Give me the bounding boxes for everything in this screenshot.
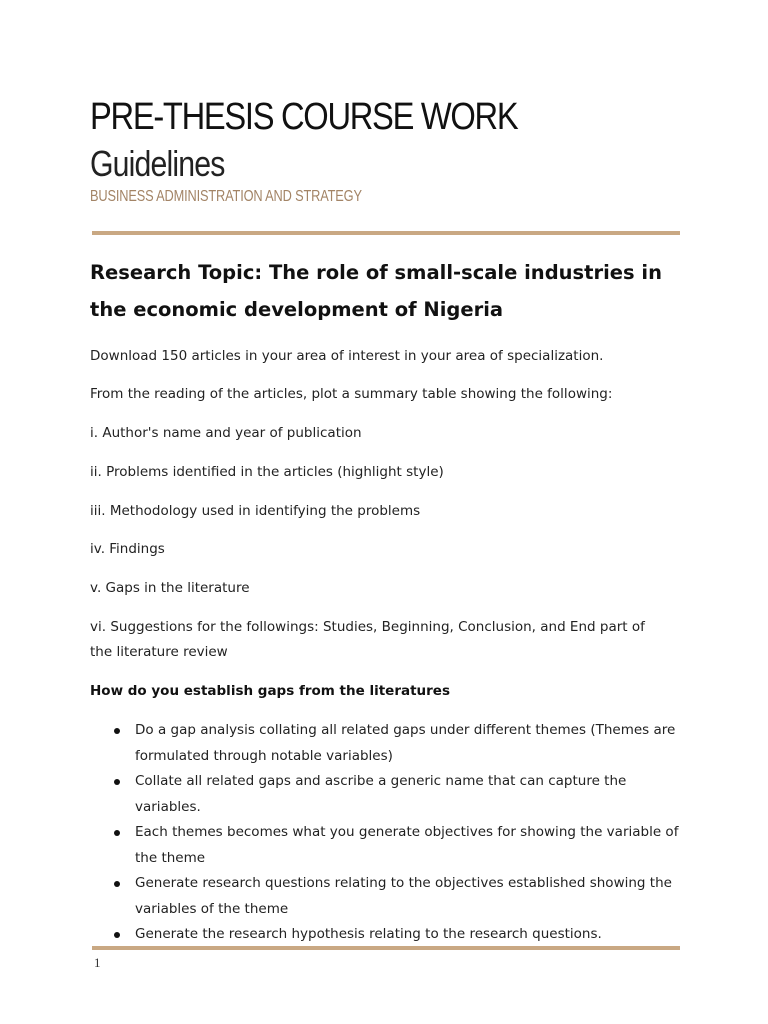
list-item [90, 718, 690, 769]
bullet-icon [114, 932, 120, 938]
instruction-paragraph: Download 150 articles in your area of interest in your area of specialization. [90, 348, 604, 364]
gaps-bullet-list [90, 718, 690, 948]
summary-item: ii. Problems identified in the articles (highlight style) [90, 464, 444, 480]
bullet-icon [114, 881, 120, 887]
bullet-icon [114, 728, 120, 734]
list-item-text: Generate the research hypothesis relating to the research questions. [135, 926, 602, 942]
list-item [90, 871, 690, 922]
list-item-text: Generate research questions relating to the objectives established showing the variables of the theme [135, 875, 672, 917]
list-item-text: Collate all related gaps and ascribe a generic name that can capture the variables. [135, 773, 627, 815]
summary-item: iii. Methodology used in identifying the problems [90, 503, 421, 519]
bullet-icon [114, 779, 120, 785]
document-subtitle: Guidelines [90, 143, 225, 184]
summary-item: iv. Findings [90, 541, 165, 557]
summary-item: vi. Suggestions for the followings: Studies, Beginning, Conclusion, and End part of the literature review [90, 619, 645, 660]
bullet-icon [114, 830, 120, 836]
document-title: PRE-THESIS COURSE WORK [90, 96, 518, 138]
list-item [90, 820, 690, 871]
footer-divider [92, 946, 680, 950]
list-item [90, 769, 690, 820]
list-item-text: Each themes becomes what you generate objectives for showing the variable of the theme [135, 824, 679, 866]
list-item-text: Do a gap analysis collating all related gaps under different themes (Themes are formulated through notable variables) [135, 722, 676, 764]
page-number: 1 [94, 955, 101, 970]
list-item [90, 922, 690, 948]
summary-item: v. Gaps in the literature [90, 580, 250, 596]
department-label: BUSINESS ADMINISTRATION AND STRATEGY [90, 188, 362, 205]
summary-item: i. Author's name and year of publication [90, 425, 362, 441]
research-topic-heading: Research Topic: The role of small-scale industries in the economic development of Nigeria [90, 261, 662, 321]
instruction-paragraph: From the reading of the articles, plot a summary table showing the following: [90, 386, 613, 402]
gaps-heading: How do you establish gaps from the literatures [90, 683, 450, 699]
header-divider [92, 231, 680, 235]
